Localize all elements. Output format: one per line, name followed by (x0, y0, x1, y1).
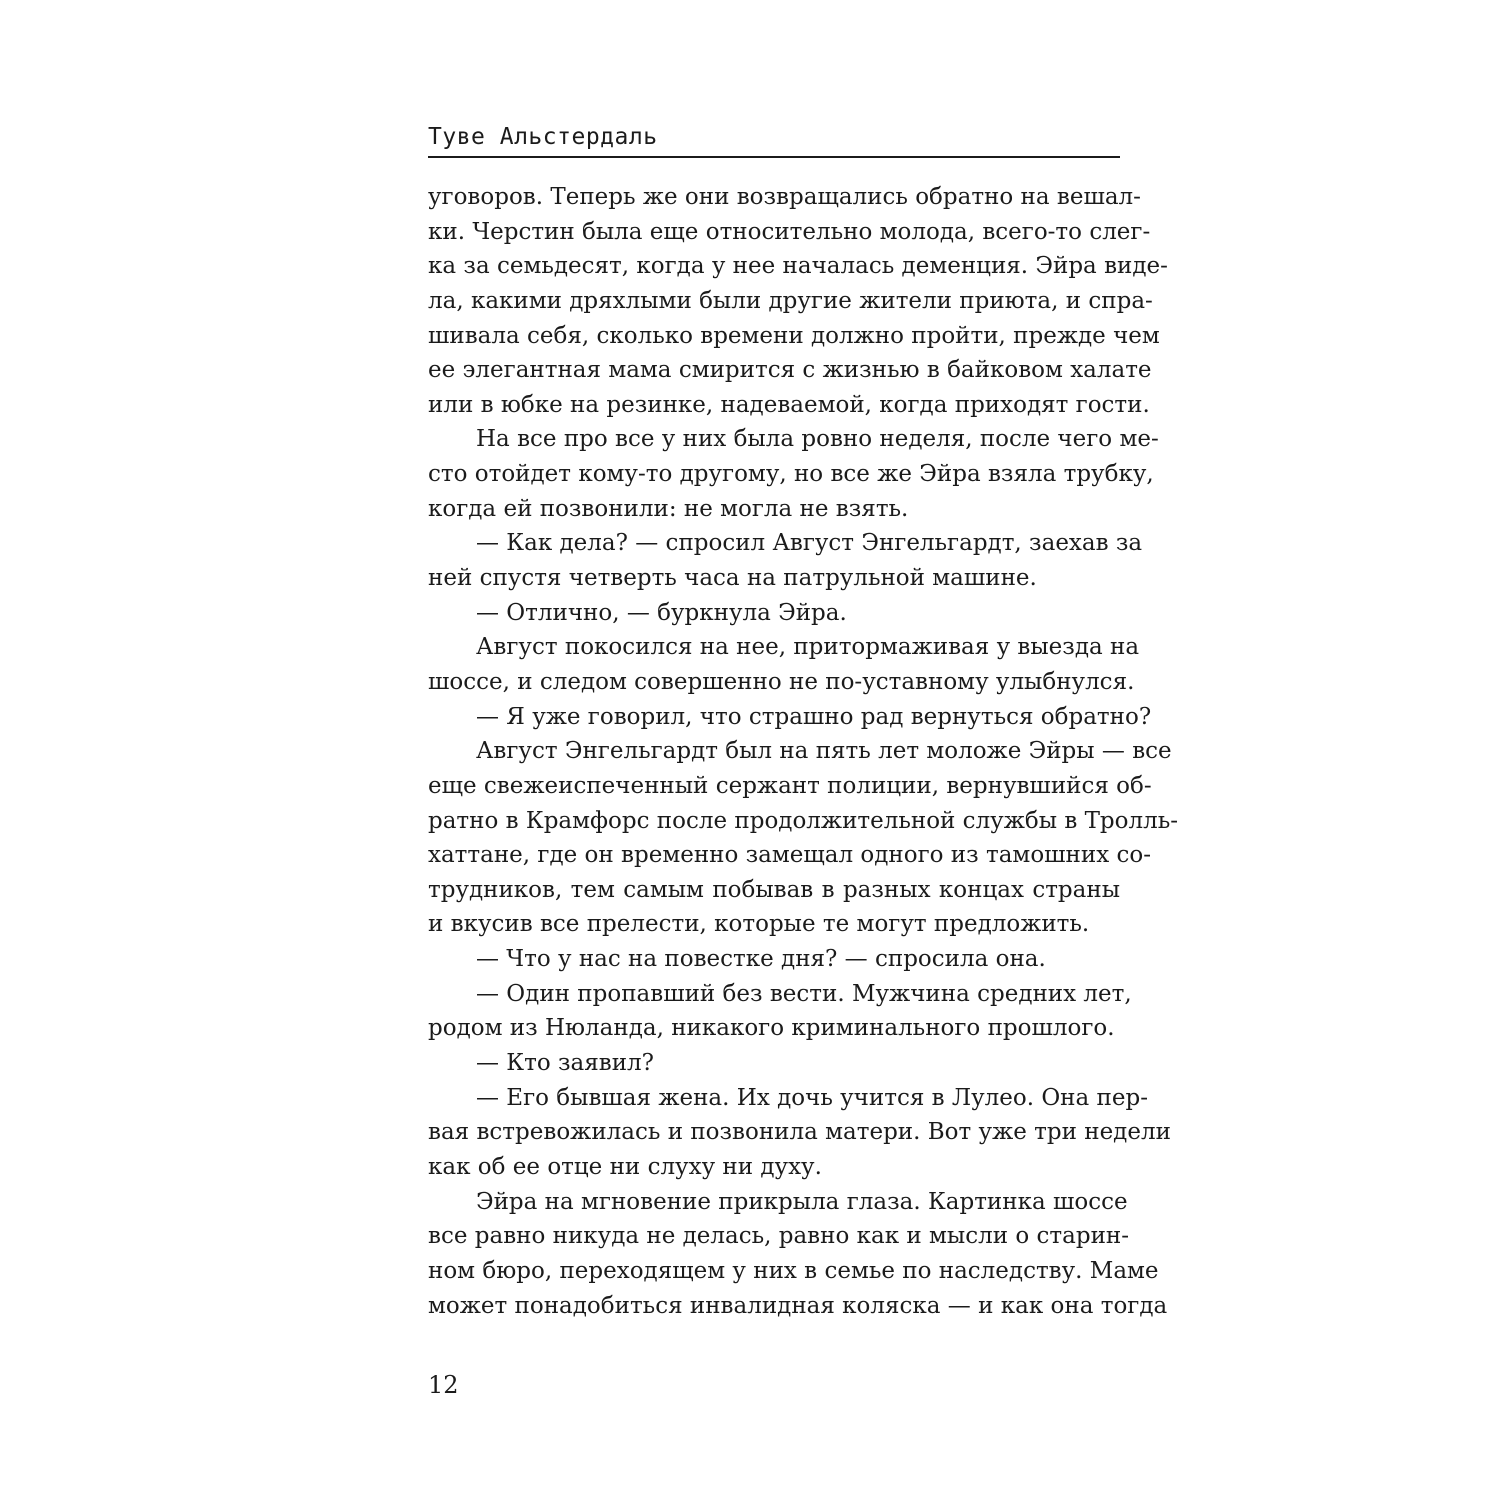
text-line: еще свежеиспеченный сержант полиции, вернувшийся об- (428, 772, 1152, 799)
text-line: ном бюро, переходящем у них в семье по наследству. Маме (428, 1257, 1159, 1284)
text-line: или в юбке на резинке, надеваемой, когда приходят гости. (428, 391, 1150, 418)
text-line: и вкусив все прелести, которые те могут предложить. (428, 911, 1090, 938)
text-line: — Его бывшая жена. Их дочь учится в Лулео. Она пер- (476, 1084, 1148, 1111)
text-line: Август покосился на нее, притормаживая у выезда на (476, 634, 1140, 661)
text-line: родом из Нюланда, никакого криминального прошлого. (428, 1015, 1115, 1042)
text-line: — Я уже говорил, что страшно рад вернуться обратно? (476, 703, 1152, 730)
text-line: ее элегантная мама смирится с жизнью в байковом халате (428, 357, 1152, 384)
text-line: — Кто заявил? (476, 1050, 654, 1077)
text-line: ла, какими дряхлыми были другие жители приюта, и спра- (428, 287, 1153, 314)
text-line: уговоров. Теперь же они возвращались обратно на вешал- (428, 184, 1141, 210)
running-head (428, 122, 1120, 158)
text-line: ка за семьдесят, когда у нее началась деменция. Эйра виде- (428, 253, 1168, 280)
author-name: Туве Альстердаль (428, 124, 658, 150)
text-line: все равно никуда не делась, равно как и мысли о старин- (428, 1223, 1129, 1250)
page-number: 12 (428, 1371, 459, 1399)
text-line: Эйра на мгновение прикрыла глаза. Картинка шоссе (476, 1188, 1128, 1215)
text-line: ки. Черстин была еще относительно молода, всего-то слег- (428, 218, 1151, 245)
text-line: когда ей позвонили: не могла не взять. (428, 495, 909, 522)
text-line: ней спустя четверть часа на патрульной машине. (428, 565, 1037, 592)
page-body-text (428, 180, 1179, 1323)
text-line: трудников, тем самым побывав в разных концах страны (428, 876, 1120, 903)
text-line: сто отойдет кому-то другому, но все же Эйра взяла трубку, (428, 461, 1154, 488)
text-line: — Один пропавший без вести. Мужчина средних лет, (476, 980, 1132, 1007)
text-line: ратно в Крамфорс после продолжительной службы в Тролль- (428, 807, 1179, 834)
text-line: вая встревожилась и позвонила матери. Вот уже три недели (428, 1119, 1171, 1146)
text-line: Август Энгельгардт был на пять лет моложе Эйры — все (476, 738, 1172, 765)
text-line: — Как дела? — спросил Август Энгельгардт, заехав за (476, 530, 1143, 557)
text-line: шоссе, и следом совершенно не по-уставному улыбнулся. (428, 668, 1135, 695)
text-line: как об ее отце ни слуху ни духу. (428, 1153, 822, 1180)
text-line: может понадобиться инвалидная коляска — и как она тогда (428, 1292, 1168, 1319)
text-line: — Отлично, — буркнула Эйра. (476, 599, 847, 626)
text-line: На все про все у них была ровно неделя, после чего ме- (476, 426, 1159, 453)
text-line: — Что у нас на повестке дня? — спросила она. (476, 946, 1046, 973)
text-line: шивала себя, сколько времени должно пройти, прежде чем (428, 322, 1160, 349)
text-line: хаттане, где он временно замещал одного из тамошних со- (428, 842, 1151, 869)
